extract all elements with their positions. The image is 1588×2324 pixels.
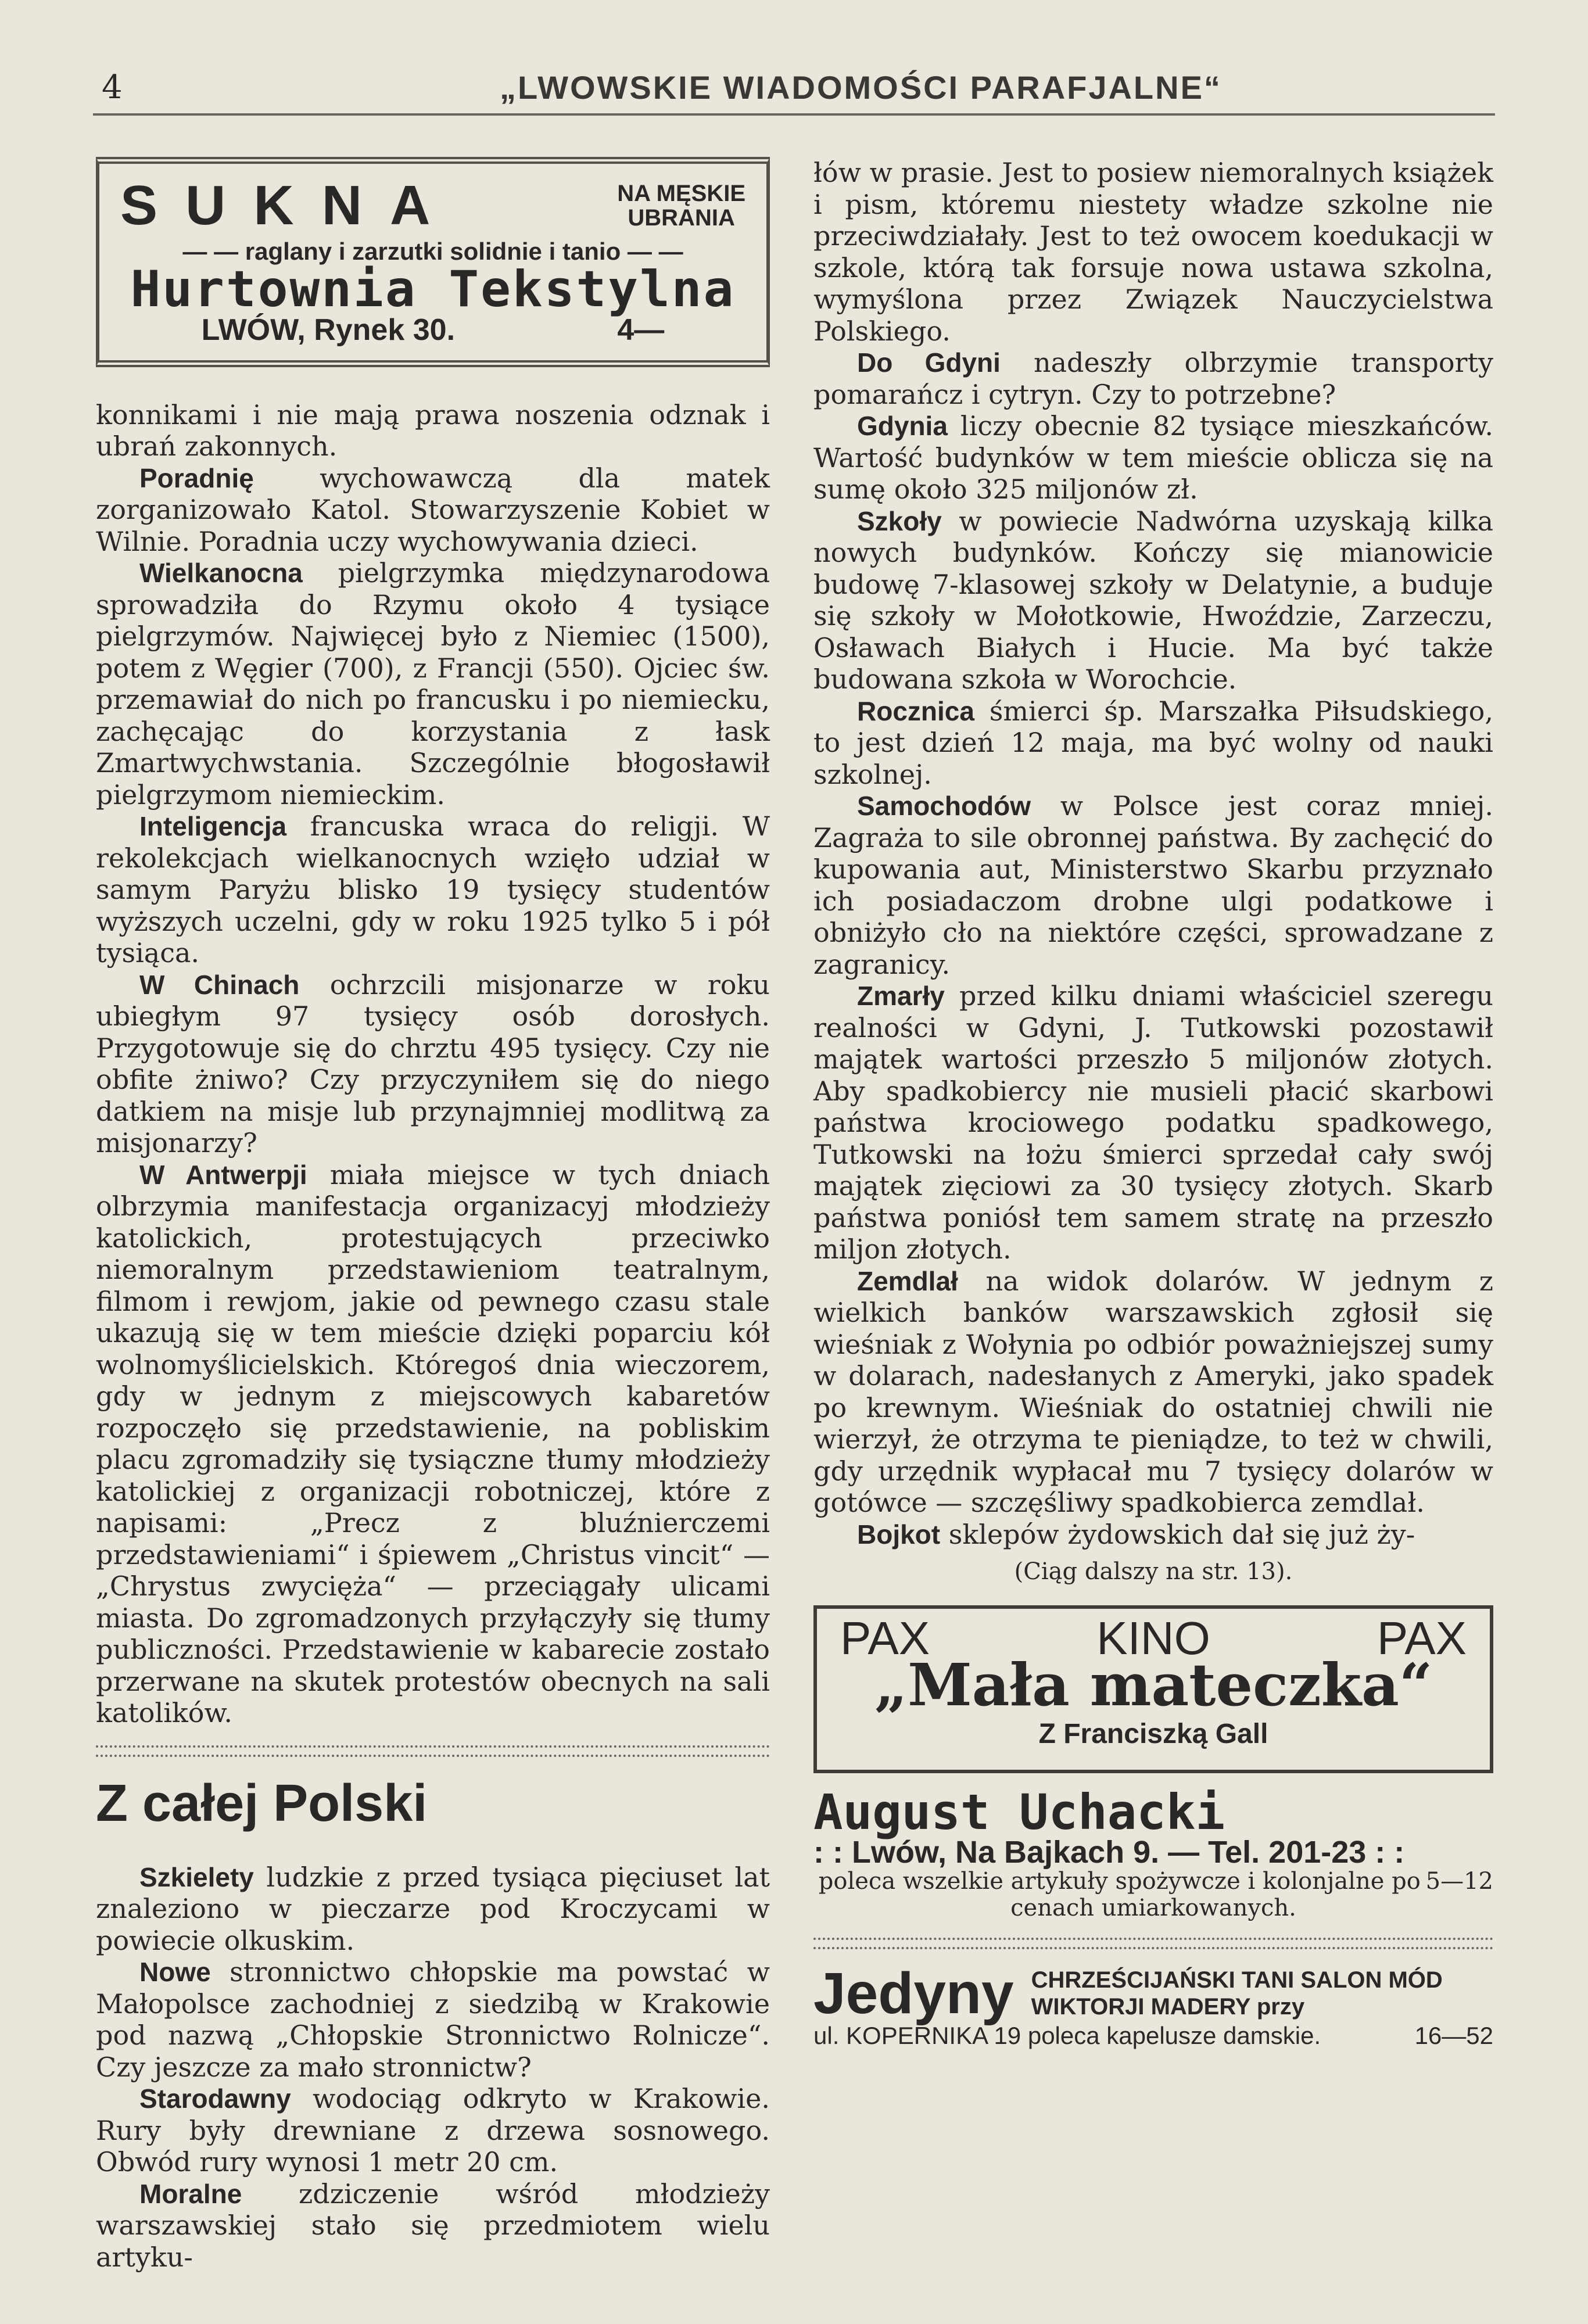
article-lead: Zmarły — [857, 981, 945, 1011]
article-text: wychowawczą dla matek zorganizowało Katol. Stowarzyszenie Kobiet w Wilnie. Poradnia uczy wychowywania dzieci. — [96, 462, 770, 557]
ad-jedyny-line2: WIKTORJI MADERY przy — [1031, 1994, 1305, 2020]
article-lead: Szkielety — [139, 1862, 254, 1892]
article-text: zdziczenie wśród młodzieży warszawskiej stało się przedmiotem wielu artyku- — [96, 2178, 770, 2273]
article-paragraph — [813, 695, 1493, 791]
ad-jedyny-code: 16—52 — [1414, 2022, 1493, 2049]
article-paragraph — [96, 810, 770, 969]
article-paragraph — [96, 1956, 770, 2083]
article-paragraph — [813, 980, 1493, 1265]
ad-uchacki-desc: poleca wszelkie artykuły spożywcze i kolonjalne po cenach umiarkowanych. — [818, 1868, 1421, 1921]
article-text: miała miejsce w tych dniach olbrzymia manifestacja organizacyj młodzieży katolickich, protestujących przeciwko niemoralnym przedstawieniom teatralnym, filmom i rewjom, jakie od pewnego czasu stale ukazują się w tem mieście dzięki poparciu kół wolnomyślicielskich. Któregoś dnia wieczorem, gdy w jednym z miejscowych kabaretów rozpoczęło się przedstawienie, na pobliskim placu zgromadziły się tysiączne tłumy młodzieży katolickiej z organizacji robotniczej, które z napisami: „Precz z bluźnierczemi przedstawieniami“ i śpiewem „Christus vincit“ — „Chrystus zwycięża“ — przeciągały ulicami miasta. Do zgromadzonych przyłączyły się tłumy publiczności. Przedstawienie w kabarecie zostało przerwane na skutek protestów obecnych na sali katolików. — [96, 1159, 770, 1728]
ad-jedyny-line3: ul. KOPERNIKA 19 poleca kapelusze damskie. — [813, 2022, 1321, 2049]
article-text: pielgrzymka międzynarodowa sprowadziła do Rzymu około 4 tysiące pielgrzymów. Najwięcej było z Niemiec (1500), potem z Węgier (700), z Francji (550). Ojciec św. przemawiał do nich po francusku i po niemiecku, zachęcając do korzystania z łask Zmartwychwstania. Szczególnie błogosławił pielgrzymom niemieckim. — [96, 557, 770, 810]
article-paragraph — [813, 347, 1493, 410]
article-paragraph — [96, 1159, 770, 1729]
left-articles — [96, 399, 770, 1729]
article-paragraph — [96, 399, 770, 462]
page-number: 4 — [102, 69, 123, 106]
article-text: ochrzcili misjonarze w roku ubiegłym 97 tysięcy osób dorosłych. Przygotowuje się do chrztu 495 tysięcy. Czy nie obfite żniwo? Czy przyczyniłem się do niego datkiem na misje lub przynajmniej modlitwą za misjonarzy? — [96, 969, 770, 1159]
ad-uchacki-address: : : Lwów, Na Bajkach 9. — Tel. 201-23 : : — [813, 1834, 1405, 1870]
ad-uchacki — [813, 1784, 1493, 1921]
ad-sukna-side-2: UBRANIA — [628, 205, 735, 231]
article-lead: Zemdlał — [857, 1265, 958, 1296]
article-text: łów w prasie. Jest to posiew niemoralnych książek i pism, któremu niestety władze szkolne nie przeciwdziałały. Jest to też owocem koedukacji w szkole, którą tak forsuje nowa ustawa szkolna, wymyślona przez Związek Nauczycielstwa Polskiego. — [813, 157, 1493, 347]
left-column — [96, 157, 770, 2273]
article-text: śmierci śp. Marszałka Piłsudskiego, to jest dzień 12 maja, ma być wolny od nauki szkolnej. — [813, 695, 1493, 790]
ad-uchacki-name: August Uchacki — [813, 1784, 1225, 1841]
right-articles — [813, 157, 1493, 1550]
article-lead: Moralne — [139, 2178, 242, 2209]
article-paragraph — [813, 505, 1493, 695]
article-text: francuska wraca do religji. W rekolekcjach wielkanocnych wzięło udział w samym Paryżu blisko 19 tysięcy studentów wyższych uczelni, gdy w roku 1925 tylko 5 i pół tysiąca. — [96, 810, 770, 969]
article-lead: Starodawny — [139, 2083, 291, 2114]
article-text: wodociąg odkryto w Krakowie. Rury były drewniane z drzewa sosnowego. Obwód rury wynosi 1 metr 20 cm. — [96, 2083, 770, 2178]
article-paragraph — [813, 157, 1493, 347]
article-paragraph — [96, 2178, 770, 2273]
article-paragraph — [813, 790, 1493, 980]
article-paragraph — [813, 1519, 1493, 1551]
article-text: sklepów żydowskich dał się już ży- — [940, 1518, 1415, 1550]
header-rule — [93, 113, 1495, 116]
ad-sukna-firm: Hurtownia Tekstylna — [130, 260, 736, 318]
ad-pax-kino — [813, 1605, 1493, 1774]
ad-pax-center: KINO — [1096, 1612, 1210, 1664]
running-header: „LWOWSKIE WIADOMOŚCI PARAFJALNE“ — [500, 69, 1222, 106]
article-paragraph — [96, 1862, 770, 1957]
ad-uchacki-code: 5—12 — [1425, 1868, 1493, 1895]
article-paragraph — [96, 969, 770, 1159]
article-lead: Rocznica — [857, 695, 974, 726]
ad-sukna-side-1: NA MĘSKIE — [617, 181, 745, 206]
ad-sukna-tagline: — — raglany i zarzutki solidnie i tanio — — — [182, 238, 683, 265]
section-articles — [96, 1862, 770, 2273]
article-lead: Wielkanocna — [139, 558, 303, 588]
article-lead: W Antwerpji — [139, 1159, 307, 1190]
article-paragraph — [813, 410, 1493, 505]
article-text: stronnictwo chłopskie ma powstać w Małopolsce zachodniej z siedzibą w Krakowie pod nazwą „Chłopskie Stronnictwo Rolnicze“. Czy jeszcze za mało stronnictw? — [96, 1956, 770, 2083]
article-text: na widok dolarów. W jednym z wielkich banków warszawskich zgłosił się wieśniak z Wołynia po odbiór poważniejszej sumy w dolarach, nadesłanych z Ameryki, jako spadek po krewnym. Wieśniak do ostatniej chwili nie wierzył, że otrzyma te pieniądze, to też w chwili, gdy urzędnik wypłacał mu 7 tysięcy dolarów w gotówce — szczęśliwy spadkobierca zemdlał. — [813, 1265, 1493, 1518]
article-lead: Samochodów — [857, 791, 1031, 821]
article-text: przed kilku dniami właściciel szeregu realności w Gdyni, J. Tutkowski pozostawił majątek wartości przeszło 5 miljonów złotych. Aby spadkobiercy nie musieli płacić skarbowi państwa krociowego podatku spadkowego, Tutkowski na łożu śmierci sprzedał cały swój majątek zięciowi za 30 tysięcy złotych. Skarb państwa poniósł tem samem stratę na przeszło miljon złotych. — [813, 980, 1493, 1265]
article-text: nadeszły olbrzymie transporty pomarańcz i cytryn. Czy to potrzebne? — [813, 347, 1493, 410]
article-paragraph — [96, 2083, 770, 2178]
ad-jedyny-line1: CHRZEŚCIJAŃSKI TANI SALON MÓD — [1031, 1967, 1443, 1993]
article-text: liczy obecnie 82 tysiące mieszkańców. Wartość budynków w tem mieście oblicza się na sumę około 325 miljonów zł. — [813, 410, 1493, 505]
ad-jedyny — [813, 1960, 1493, 2052]
ad-divider — [813, 1938, 1493, 1949]
article-text: w powiecie Nadwórna uzyskają kilka nowych budynków. Kończy się mianowicie budowę 7-klasowej szkoły w Delatynie, a buduje się szkoły w Mołotkowie, Hwoździe, Zarzeczu, Osławach Białych i Hucie. Ma być także budowana szkoła w Worochcie. — [813, 505, 1493, 695]
article-lead: Szkoły — [857, 505, 942, 536]
article-text: konnikami i nie mają prawa noszenia odznak i ubrań zakonnych. — [96, 399, 770, 462]
section-divider — [96, 1745, 770, 1757]
article-text: w Polsce jest coraz mniej. Zagraża to sile obronnej państwa. By zachęcić do kupowania aut, Ministerstwo Skarbu przyznało ich posiadaczom drobne ulgi podatkowe i obniżyło cło na niektóre części, sprowadzane z zagranicy. — [813, 790, 1493, 980]
ad-sukna-word: SUKNA — [120, 174, 458, 236]
ad-pax-film-title: „Mała mateczka“ — [874, 1651, 1433, 1719]
article-paragraph — [813, 1265, 1493, 1519]
ad-sukna — [96, 157, 770, 367]
ad-pax-cast: Z Franciszką Gall — [1038, 1718, 1268, 1749]
article-lead: Nowe — [139, 1957, 211, 1987]
right-column — [813, 157, 1493, 2052]
ad-jedyny-word: Jedyny — [813, 1960, 1014, 2026]
ad-pax-right: PAX — [1376, 1612, 1467, 1664]
ad-sukna-code: 4— — [617, 313, 665, 347]
article-lead: W Chinach — [139, 969, 300, 1000]
section-title: Z całej Polski — [96, 1774, 428, 1832]
article-lead: Inteligencja — [139, 811, 287, 841]
article-paragraph — [96, 557, 770, 810]
article-paragraph — [96, 462, 770, 558]
article-lead: Do Gdyni — [857, 347, 1001, 378]
article-text: ludzkie z przed tysiąca pięciuset lat znaleziono w pieczarze pod Kroczycami w powiecie olkuskim. — [96, 1861, 770, 1956]
ad-pax-left: PAX — [840, 1612, 930, 1664]
continuation-note: (Ciąg dalszy na str. 13). — [1014, 1558, 1293, 1585]
ad-sukna-address: LWÓW, Rynek 30. — [201, 313, 456, 347]
article-lead: Bojkot — [857, 1519, 941, 1550]
article-lead: Gdynia — [857, 411, 948, 441]
article-lead: Poradnię — [139, 462, 254, 493]
